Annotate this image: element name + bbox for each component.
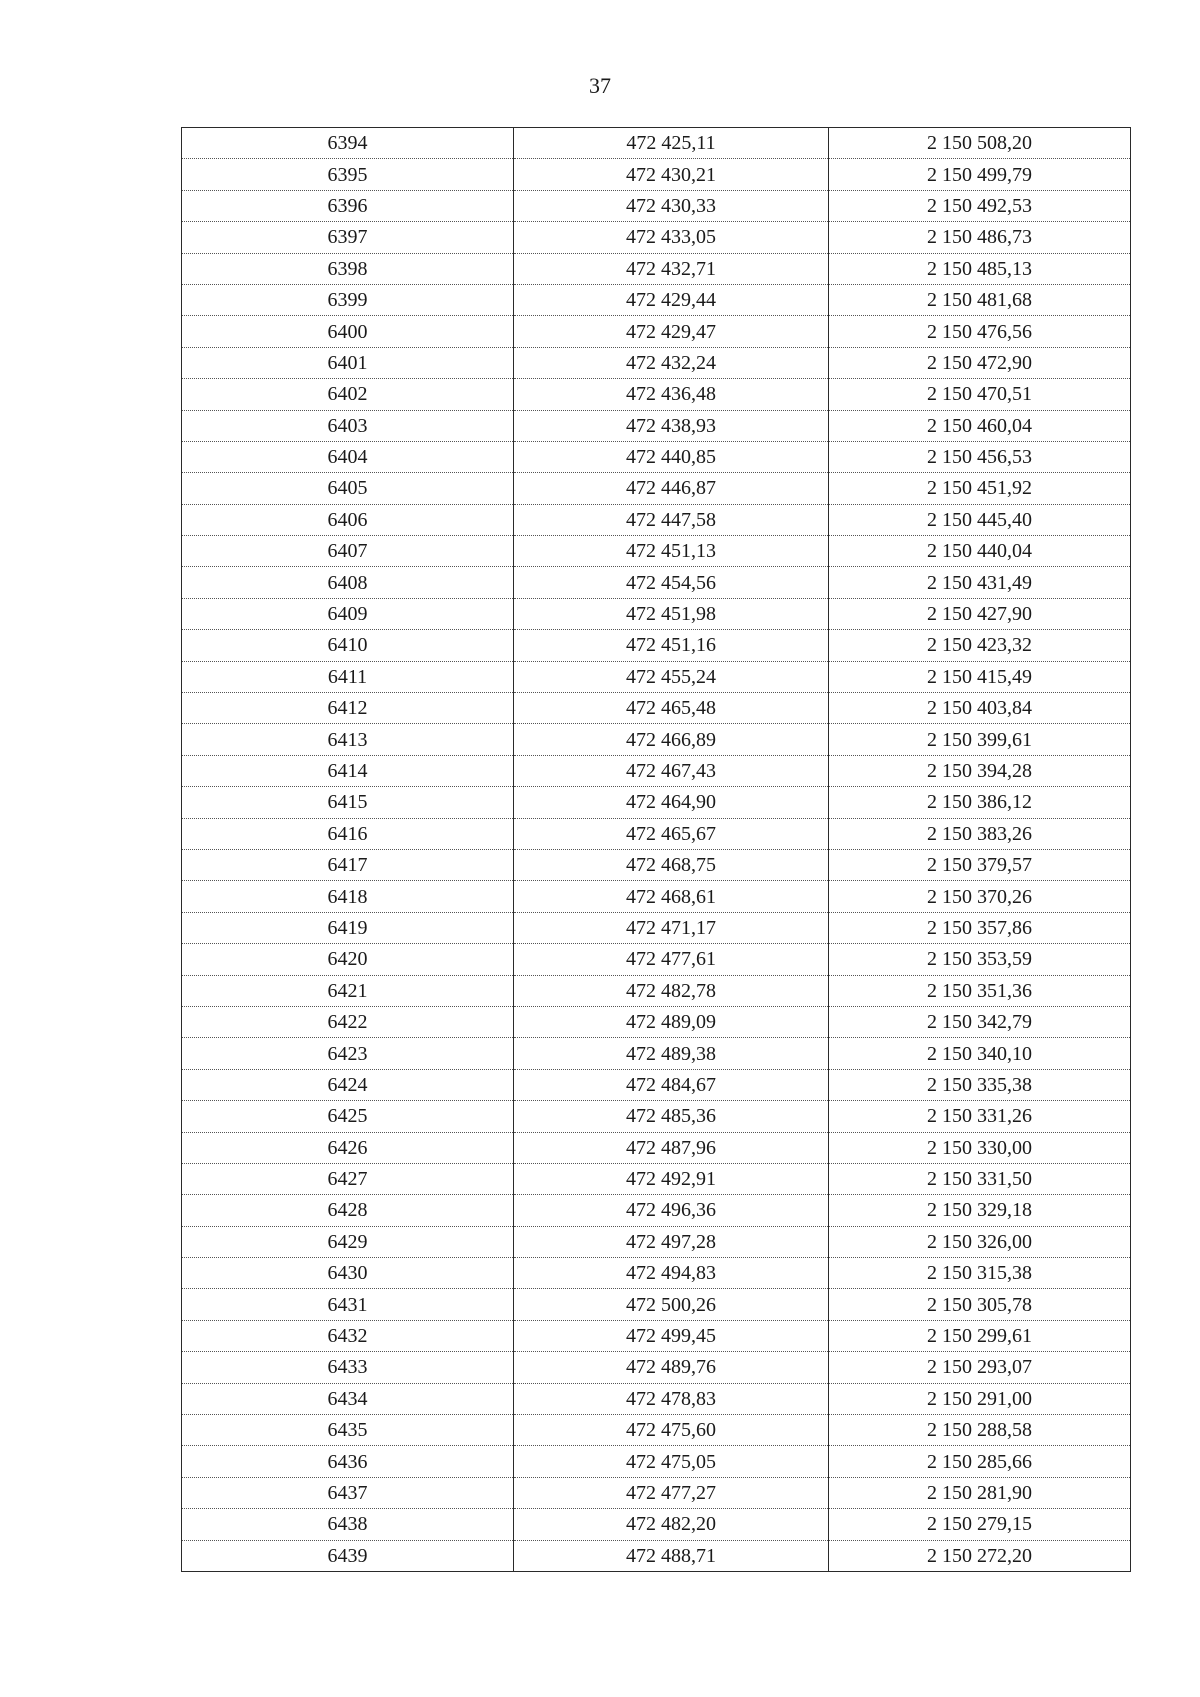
point-number-cell: 6421 [182,975,514,1006]
point-number-cell: 6402 [182,379,514,410]
table-row [182,1509,1131,1540]
x-coordinate-cell: 472 494,83 [514,1258,829,1289]
point-number-cell: 6420 [182,944,514,975]
point-number-cell: 6434 [182,1383,514,1414]
point-number-cell: 6400 [182,316,514,347]
y-coordinate-cell: 2 150 370,26 [829,881,1131,912]
table-row [182,1415,1131,1446]
x-coordinate-cell: 472 475,60 [514,1415,829,1446]
point-number-cell: 6433 [182,1352,514,1383]
table-row [182,975,1131,1006]
y-coordinate-cell: 2 150 329,18 [829,1195,1131,1226]
point-number-cell: 6401 [182,347,514,378]
table-row [182,159,1131,190]
y-coordinate-cell: 2 150 415,49 [829,661,1131,692]
table-row [182,849,1131,880]
x-coordinate-cell: 472 430,21 [514,159,829,190]
point-number-cell: 6436 [182,1446,514,1477]
point-number-cell: 6426 [182,1132,514,1163]
x-coordinate-cell: 472 466,89 [514,724,829,755]
table-row [182,912,1131,943]
x-coordinate-cell: 472 438,93 [514,410,829,441]
x-coordinate-cell: 472 496,36 [514,1195,829,1226]
table-row [182,316,1131,347]
y-coordinate-cell: 2 150 285,66 [829,1446,1131,1477]
y-coordinate-cell: 2 150 379,57 [829,849,1131,880]
x-coordinate-cell: 472 464,90 [514,787,829,818]
point-number-cell: 6416 [182,818,514,849]
point-number-cell: 6394 [182,128,514,159]
y-coordinate-cell: 2 150 485,13 [829,253,1131,284]
point-number-cell: 6414 [182,755,514,786]
x-coordinate-cell: 472 429,44 [514,284,829,315]
point-number-cell: 6422 [182,1006,514,1037]
table-row [182,661,1131,692]
x-coordinate-cell: 472 465,48 [514,693,829,724]
table-row [182,1289,1131,1320]
table-row [182,755,1131,786]
point-number-cell: 6415 [182,787,514,818]
x-coordinate-cell: 472 475,05 [514,1446,829,1477]
y-coordinate-cell: 2 150 403,84 [829,693,1131,724]
x-coordinate-cell: 472 429,47 [514,316,829,347]
point-number-cell: 6439 [182,1540,514,1571]
table-row [182,630,1131,661]
table-row [182,1163,1131,1194]
point-number-cell: 6407 [182,536,514,567]
table-row [182,1226,1131,1257]
x-coordinate-cell: 472 447,58 [514,504,829,535]
table-row [182,536,1131,567]
point-number-cell: 6410 [182,630,514,661]
point-number-cell: 6398 [182,253,514,284]
point-number-cell: 6423 [182,1038,514,1069]
y-coordinate-cell: 2 150 492,53 [829,190,1131,221]
y-coordinate-cell: 2 150 440,04 [829,536,1131,567]
x-coordinate-cell: 472 487,96 [514,1132,829,1163]
y-coordinate-cell: 2 150 499,79 [829,159,1131,190]
y-coordinate-cell: 2 150 431,49 [829,567,1131,598]
table-row [182,1101,1131,1132]
point-number-cell: 6412 [182,693,514,724]
y-coordinate-cell: 2 150 330,00 [829,1132,1131,1163]
x-coordinate-cell: 472 455,24 [514,661,829,692]
x-coordinate-cell: 472 489,76 [514,1352,829,1383]
x-coordinate-cell: 472 489,38 [514,1038,829,1069]
point-number-cell: 6418 [182,881,514,912]
x-coordinate-cell: 472 440,85 [514,441,829,472]
table-row [182,1477,1131,1508]
point-number-cell: 6424 [182,1069,514,1100]
point-number-cell: 6413 [182,724,514,755]
point-number-cell: 6430 [182,1258,514,1289]
x-coordinate-cell: 472 467,43 [514,755,829,786]
y-coordinate-cell: 2 150 342,79 [829,1006,1131,1037]
table-row [182,693,1131,724]
point-number-cell: 6396 [182,190,514,221]
x-coordinate-cell: 472 451,16 [514,630,829,661]
y-coordinate-cell: 2 150 445,40 [829,504,1131,535]
y-coordinate-cell: 2 150 394,28 [829,755,1131,786]
x-coordinate-cell: 472 500,26 [514,1289,829,1320]
x-coordinate-cell: 472 425,11 [514,128,829,159]
table-row [182,1383,1131,1414]
y-coordinate-cell: 2 150 481,68 [829,284,1131,315]
point-number-cell: 6419 [182,912,514,943]
y-coordinate-cell: 2 150 281,90 [829,1477,1131,1508]
x-coordinate-cell: 472 482,78 [514,975,829,1006]
y-coordinate-cell: 2 150 305,78 [829,1289,1131,1320]
point-number-cell: 6408 [182,567,514,598]
point-number-cell: 6435 [182,1415,514,1446]
x-coordinate-cell: 472 477,61 [514,944,829,975]
y-coordinate-cell: 2 150 508,20 [829,128,1131,159]
x-coordinate-cell: 472 484,67 [514,1069,829,1100]
x-coordinate-cell: 472 454,56 [514,567,829,598]
y-coordinate-cell: 2 150 357,86 [829,912,1131,943]
x-coordinate-cell: 472 492,91 [514,1163,829,1194]
table-row [182,944,1131,975]
table-row [182,379,1131,410]
x-coordinate-cell: 472 430,33 [514,190,829,221]
y-coordinate-cell: 2 150 472,90 [829,347,1131,378]
table-row [182,128,1131,159]
table-row [182,1069,1131,1100]
x-coordinate-cell: 472 485,36 [514,1101,829,1132]
table-row [182,1195,1131,1226]
x-coordinate-cell: 472 468,61 [514,881,829,912]
table-row [182,724,1131,755]
x-coordinate-cell: 472 497,28 [514,1226,829,1257]
y-coordinate-cell: 2 150 476,56 [829,316,1131,347]
x-coordinate-cell: 472 489,09 [514,1006,829,1037]
y-coordinate-cell: 2 150 456,53 [829,441,1131,472]
table-row [182,598,1131,629]
point-number-cell: 6409 [182,598,514,629]
table-row [182,253,1131,284]
table-row [182,1352,1131,1383]
y-coordinate-cell: 2 150 293,07 [829,1352,1131,1383]
point-number-cell: 6438 [182,1509,514,1540]
table-row [182,222,1131,253]
x-coordinate-cell: 472 451,98 [514,598,829,629]
y-coordinate-cell: 2 150 272,20 [829,1540,1131,1571]
y-coordinate-cell: 2 150 340,10 [829,1038,1131,1069]
y-coordinate-cell: 2 150 288,58 [829,1415,1131,1446]
point-number-cell: 6427 [182,1163,514,1194]
x-coordinate-cell: 472 477,27 [514,1477,829,1508]
x-coordinate-cell: 472 432,24 [514,347,829,378]
y-coordinate-cell: 2 150 353,59 [829,944,1131,975]
x-coordinate-cell: 472 432,71 [514,253,829,284]
x-coordinate-cell: 472 488,71 [514,1540,829,1571]
point-number-cell: 6406 [182,504,514,535]
y-coordinate-cell: 2 150 451,92 [829,473,1131,504]
y-coordinate-cell: 2 150 299,61 [829,1320,1131,1351]
coordinates-table-body [182,128,1131,1572]
y-coordinate-cell: 2 150 279,15 [829,1509,1131,1540]
table-row [182,818,1131,849]
y-coordinate-cell: 2 150 427,90 [829,598,1131,629]
x-coordinate-cell: 472 499,45 [514,1320,829,1351]
x-coordinate-cell: 472 433,05 [514,222,829,253]
y-coordinate-cell: 2 150 460,04 [829,410,1131,441]
y-coordinate-cell: 2 150 291,00 [829,1383,1131,1414]
point-number-cell: 6428 [182,1195,514,1226]
table-row [182,881,1131,912]
point-number-cell: 6432 [182,1320,514,1351]
y-coordinate-cell: 2 150 423,32 [829,630,1131,661]
table-row [182,190,1131,221]
x-coordinate-cell: 472 482,20 [514,1509,829,1540]
table-row [182,441,1131,472]
point-number-cell: 6404 [182,441,514,472]
table-row [182,1038,1131,1069]
table-row [182,567,1131,598]
table-row [182,1540,1131,1571]
coordinates-table [181,127,1131,1572]
point-number-cell: 6411 [182,661,514,692]
y-coordinate-cell: 2 150 351,36 [829,975,1131,1006]
table-row [182,1320,1131,1351]
y-coordinate-cell: 2 150 486,73 [829,222,1131,253]
table-row [182,284,1131,315]
point-number-cell: 6403 [182,410,514,441]
point-number-cell: 6417 [182,849,514,880]
point-number-cell: 6431 [182,1289,514,1320]
table-row [182,504,1131,535]
point-number-cell: 6425 [182,1101,514,1132]
point-number-cell: 6405 [182,473,514,504]
table-row [182,473,1131,504]
y-coordinate-cell: 2 150 399,61 [829,724,1131,755]
y-coordinate-cell: 2 150 470,51 [829,379,1131,410]
table-row [182,347,1131,378]
table-row [182,1446,1131,1477]
y-coordinate-cell: 2 150 331,26 [829,1101,1131,1132]
point-number-cell: 6397 [182,222,514,253]
point-number-cell: 6395 [182,159,514,190]
table-row [182,1006,1131,1037]
point-number-cell: 6437 [182,1477,514,1508]
table-row [182,1258,1131,1289]
table-row [182,787,1131,818]
y-coordinate-cell: 2 150 315,38 [829,1258,1131,1289]
y-coordinate-cell: 2 150 386,12 [829,787,1131,818]
y-coordinate-cell: 2 150 335,38 [829,1069,1131,1100]
x-coordinate-cell: 472 446,87 [514,473,829,504]
table-row [182,1132,1131,1163]
point-number-cell: 6429 [182,1226,514,1257]
x-coordinate-cell: 472 471,17 [514,912,829,943]
y-coordinate-cell: 2 150 326,00 [829,1226,1131,1257]
page-number: 37 [589,73,611,98]
point-number-cell: 6399 [182,284,514,315]
x-coordinate-cell: 472 451,13 [514,536,829,567]
x-coordinate-cell: 472 436,48 [514,379,829,410]
x-coordinate-cell: 472 468,75 [514,849,829,880]
y-coordinate-cell: 2 150 383,26 [829,818,1131,849]
x-coordinate-cell: 472 465,67 [514,818,829,849]
y-coordinate-cell: 2 150 331,50 [829,1163,1131,1194]
x-coordinate-cell: 472 478,83 [514,1383,829,1414]
table-row [182,410,1131,441]
